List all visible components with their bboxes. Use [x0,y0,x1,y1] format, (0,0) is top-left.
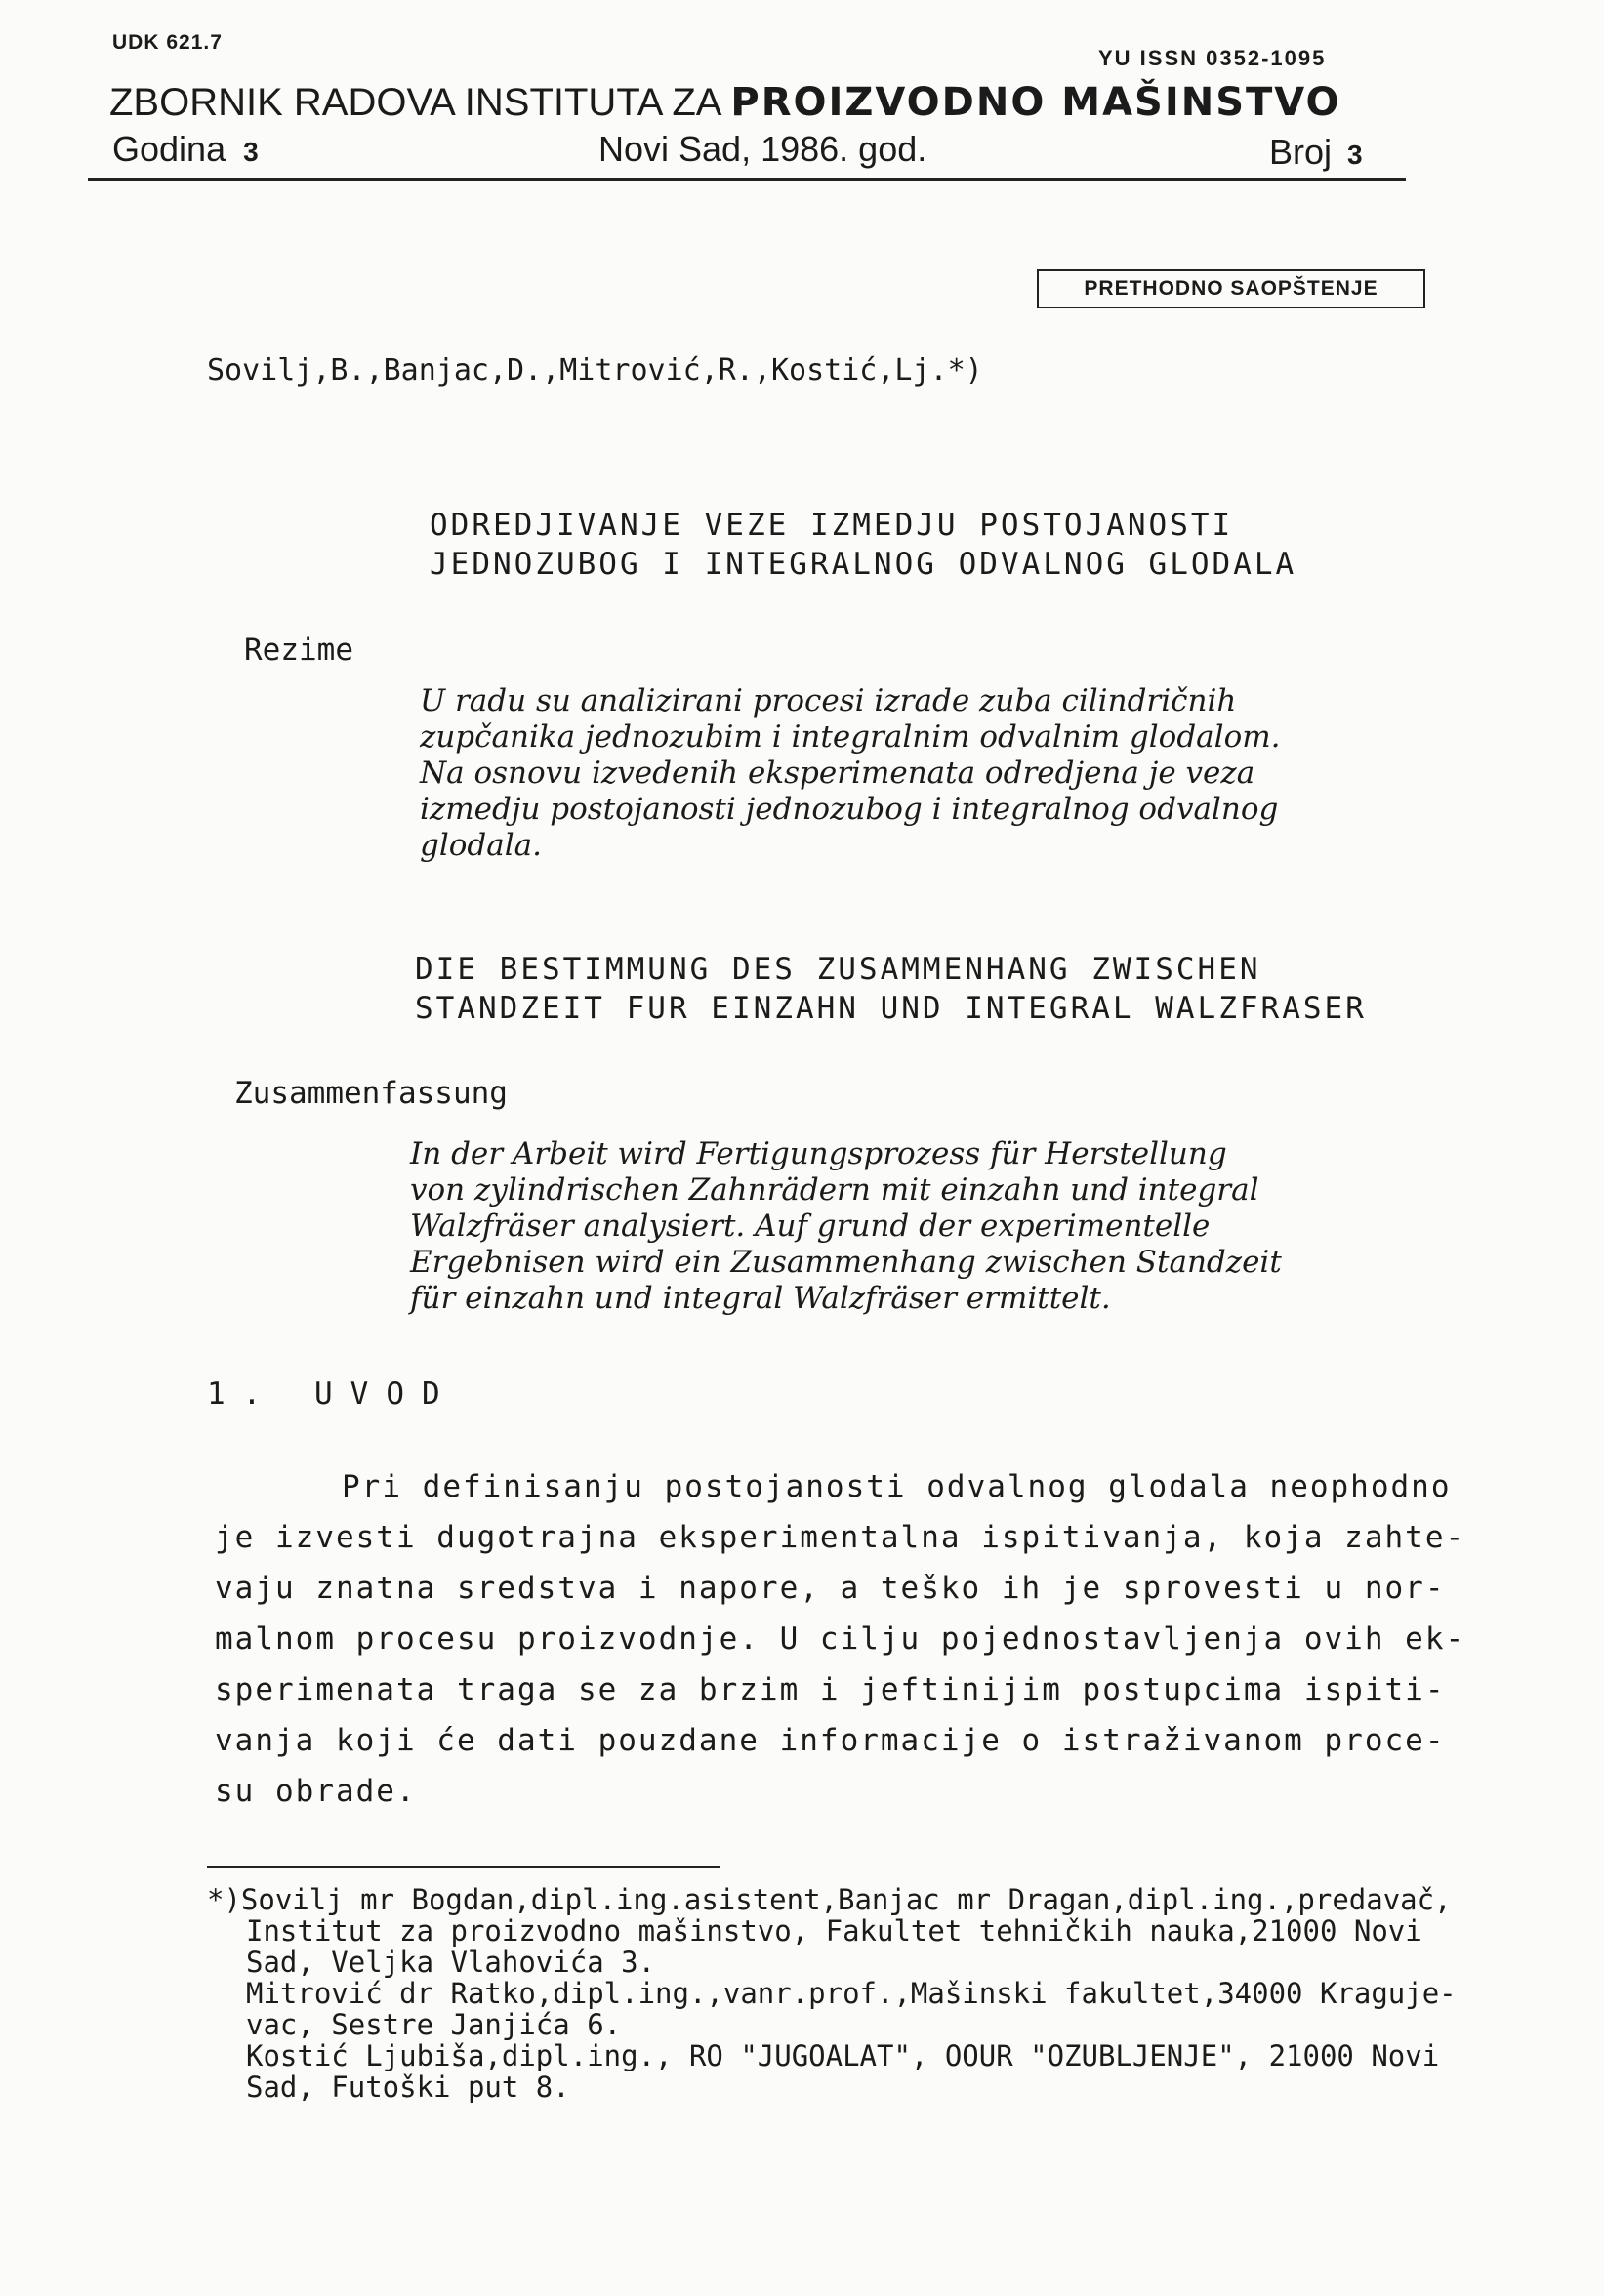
udk-code: UDK 621.7 [112,31,223,54]
footnote-line: Sad, Futoški put 8. [246,2070,570,2104]
abstract-serbian-line: glodala. [420,828,542,863]
rezime-heading: Rezime [244,633,353,668]
abstract-german-line: von zylindrischen Zahnrädern mit einzahn und integral [410,1172,1259,1208]
footnote-rule [207,1866,720,1868]
issn-number: YU ISSN 0352-1095 [1098,46,1327,70]
volume-label: Godina [112,129,226,169]
footnote-line: Mitrović dr Ratko,dipl.ing.,vanr.prof.,Mašinski fakultet,34000 Kraguje- [246,1977,1457,2010]
abstract-serbian-line: izmedju postojanosti jednozubog i integralnog odvalnog [420,792,1279,827]
place-date: Novi Sad, 1986. god. [598,129,927,169]
authors: Sovilj,B.,Banjac,D.,Mitrović,R.,Kostić,Lj.*) [207,353,983,388]
intro-line: vaju znatna sredstva i napore, a teško ih je sprovesti u nor- [215,1571,1446,1606]
issue-label: Broj [1269,132,1333,172]
abstract-german [410,1136,1282,1317]
title-german-line-1: DIE BESTIMMUNG DES ZUSAMMENHANG ZWISCHEN [415,952,1261,987]
paper-type-badge: PRETHODNO SAOPŠTENJE [1037,269,1425,308]
issue-value: 3 [1347,140,1363,170]
issue-info [1269,132,1363,173]
intro-line: Pri definisanju postojanosti odvalnog glodala neophodno [342,1469,1452,1504]
intro-paragraph [215,1461,1465,1817]
title-serbian-line-1: ODREDJIVANJE VEZE IZMEDJU POSTOJANOSTI [430,508,1234,543]
intro-line: je izvesti dugotrajna eksperimentalna ispitivanja, koja zahte- [215,1520,1466,1555]
abstract-german-line: für einzahn und integral Walzfräser ermittelt. [410,1281,1111,1316]
intro-line: sperimenata traga se za brzim i jeftinijim postupcima ispiti- [215,1672,1446,1707]
footnote-line: Sad, Veljka Vlahovića 3. [246,1946,656,1979]
abstract-german-line: In der Arbeit wird Fertigungsprozess für Herstellung [410,1136,1227,1171]
abstract-serbian-line: U radu su analizirani procesi izrade zuba cilindričnih [420,683,1237,718]
intro-line: malnom procesu proizvodnje. U cilju pojednostavljenja ovih ek- [215,1621,1466,1657]
footnote-line: Institut za proizvodno mašinstvo, Fakultet tehničkih nauka,21000 Novi [246,1914,1422,1948]
header-rule [88,178,1406,181]
footnote [207,1884,1457,2103]
footnote-line: Kostić Ljubiša,dipl.ing., RO "JUGOALAT", OOUR "OZUBLJENJE", 21000 Novi [246,2039,1440,2072]
footnote-line: vac, Sestre Janjića 6. [246,2008,622,2041]
abstract-serbian [420,683,1281,864]
abstract-german-line: Ergebnisen wird ein Zusammenhang zwischen Standzeit [410,1245,1282,1280]
intro-line: su obrade. [215,1774,417,1809]
abstract-serbian-line: Na osnovu izvedenih eksperimenata odredjena je veza [420,756,1255,791]
abstract-german-line: Walzfräser analysiert. Auf grund der experimentelle [410,1209,1211,1244]
journal-title [109,80,1341,125]
volume-value: 3 [243,137,259,167]
section-heading: 1. UVOD [207,1376,458,1412]
footnote-line: *)Sovilj mr Bogdan,dipl.ing.asistent,Banjac mr Dragan,dipl.ing.,predavač, [207,1883,1452,1916]
volume-info [112,129,259,170]
journal-title-bold: PROIZVODNO MAŠINSTVO [730,80,1341,125]
journal-title-plain: ZBORNIK RADOVA INSTITUTA ZA [109,81,720,124]
title-serbian-line-2: JEDNOZUBOG I INTEGRALNOG ODVALNOG GLODALA [430,547,1297,582]
abstract-serbian-line: zupčanika jednozubim i integralnim odvalnim glodalom. [420,719,1281,755]
title-german-line-2: STANDZEIT FUR EINZAHN UND INTEGRAL WALZFRASER [415,991,1367,1026]
zusammenfassung-heading: Zusammenfassung [234,1076,508,1111]
intro-line: vanja koji će dati pouzdane informacije o istraživanom proce- [215,1723,1446,1758]
